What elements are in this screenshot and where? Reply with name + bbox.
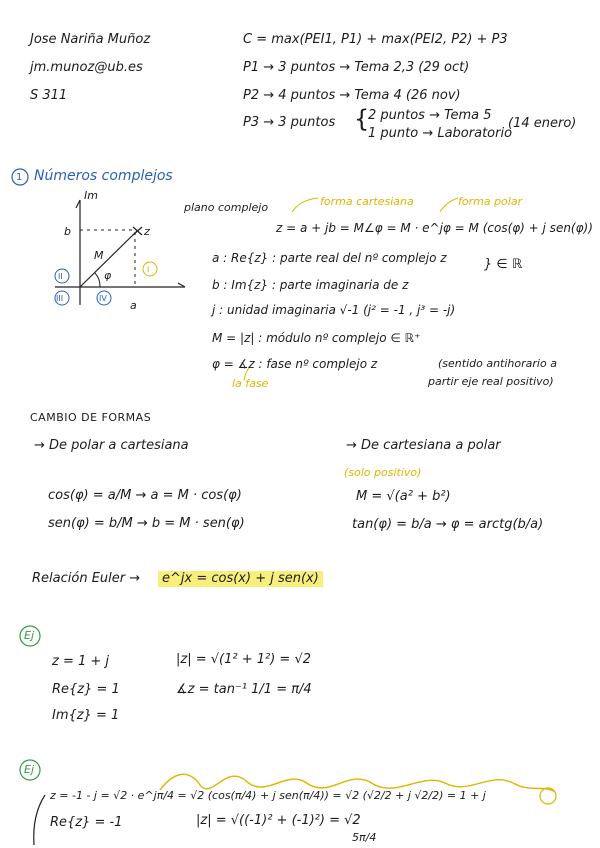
tan-formula: tan(φ) = b/a → φ = arctg(b/a) [352, 517, 544, 532]
phi-label: φ [104, 269, 112, 282]
change-title: CAMBIO DE FORMAS [30, 411, 152, 424]
section-number: 1 [16, 172, 23, 183]
cart-form-label: forma cartesiana [320, 195, 414, 208]
p3-lab: 1 punto → Laboratorio [368, 126, 513, 141]
ex2-mod: |z| = √((-1)² + (-1)²) = √2 [196, 813, 361, 828]
q2-label: II [58, 272, 63, 281]
p3-brace: { [354, 105, 370, 133]
cos-relation: cos(φ) = a/M → a = M · cos(φ) [48, 488, 242, 503]
q1-circle [143, 262, 157, 276]
im-axis-label: Im [84, 189, 98, 202]
sen-relation: sen(φ) = b/M → b = M · sen(φ) [48, 516, 245, 531]
p2-line: P2 → 4 puntos → Tema 4 (26 nov) [243, 88, 461, 103]
cart-pointer [292, 198, 318, 212]
p1-line: P1 → 3 puntos → Tema 2,3 (29 oct) [243, 60, 470, 75]
a-label: a [130, 299, 137, 312]
euler-formula: e^jx = cos(x) + j sen(x) [158, 571, 323, 587]
ex1-arg: ∡z = tan⁻¹ 1/1 = π/4 [176, 682, 312, 697]
phase-note-2: partir eje real positivo) [428, 375, 554, 388]
main-equation: z = a + jb = M∠φ = M · e^jφ = M (cos(φ) + j sen(φ)) [276, 221, 593, 235]
ex1-re: Re{z} = 1 [52, 682, 120, 697]
def-phase: φ = ∡z : fase nº complejo z [212, 357, 378, 371]
def-im: b : Im{z} : parte imaginaria de z [212, 278, 409, 292]
z-label: z [144, 225, 150, 238]
polar-form-label: forma polar [458, 195, 523, 208]
cart-to-polar: → De cartesiana a polar [346, 438, 501, 453]
ex2-result-circle [540, 788, 556, 804]
author-email: jm.munoz@ub.es [30, 60, 143, 75]
phi-arc [95, 273, 100, 287]
solo-positivo: (solo positivo) [344, 466, 422, 479]
modulus-formula: M = √(a² + b²) [356, 489, 451, 504]
p3-tema: 2 puntos → Tema 5 [368, 108, 492, 123]
def-j: j : unidad imaginaria √-1 (j² = -1 , j³ = -j) [212, 303, 456, 317]
p3-line: P3 → 3 puntos [243, 115, 336, 130]
euler-label: Relación Euler → [32, 571, 141, 586]
ex1-mod: |z| = √(1² + 1²) = √2 [176, 652, 312, 667]
m-label: M [94, 249, 104, 262]
author-name: Jose Nariña Muñoz [30, 32, 151, 47]
author-room: S 311 [30, 88, 68, 103]
p3-date: (14 enero) [508, 116, 577, 131]
ex1-z: z = 1 + j [52, 654, 110, 669]
q3-label: III [56, 294, 64, 303]
polar-to-cart: → De polar a cartesiana [34, 438, 189, 453]
ex2-note: 5π/4 [352, 831, 377, 844]
la-fase-label: la fase [232, 377, 269, 390]
q1-label: I [147, 265, 150, 274]
grade-formula: C = max(PEI1, P1) + max(PEI2, P2) + P3 [243, 32, 508, 47]
polar-pointer [440, 198, 458, 212]
plane-label: plano complejo [184, 201, 269, 214]
q4-label: IV [99, 294, 107, 303]
ex1-tag: Ej [24, 629, 35, 642]
ex2-tag: Ej [24, 763, 35, 776]
ex2-line: z = -1 - j = √2 · e^jπ/4 = √2 (cos(π/4) + j sen(π/4)) = √2 (√2/2 + j √2/2) = 1 + j [50, 789, 486, 802]
ex2-re: Re{z} = -1 [50, 815, 123, 830]
def-re: a : Re{z} : parte real del nº complejo z [212, 251, 447, 265]
def-mod: M = |z| : módulo nº complejo ∈ ℝ⁺ [212, 331, 421, 345]
ex1-im: Im{z} = 1 [52, 708, 120, 723]
phase-note-1: (sentido antihorario a [438, 357, 557, 370]
section-title: Números complejos [34, 168, 173, 184]
def-brace: } ∈ ℝ [484, 257, 523, 272]
ex2-arrow [34, 795, 45, 845]
b-label: b [64, 225, 71, 238]
